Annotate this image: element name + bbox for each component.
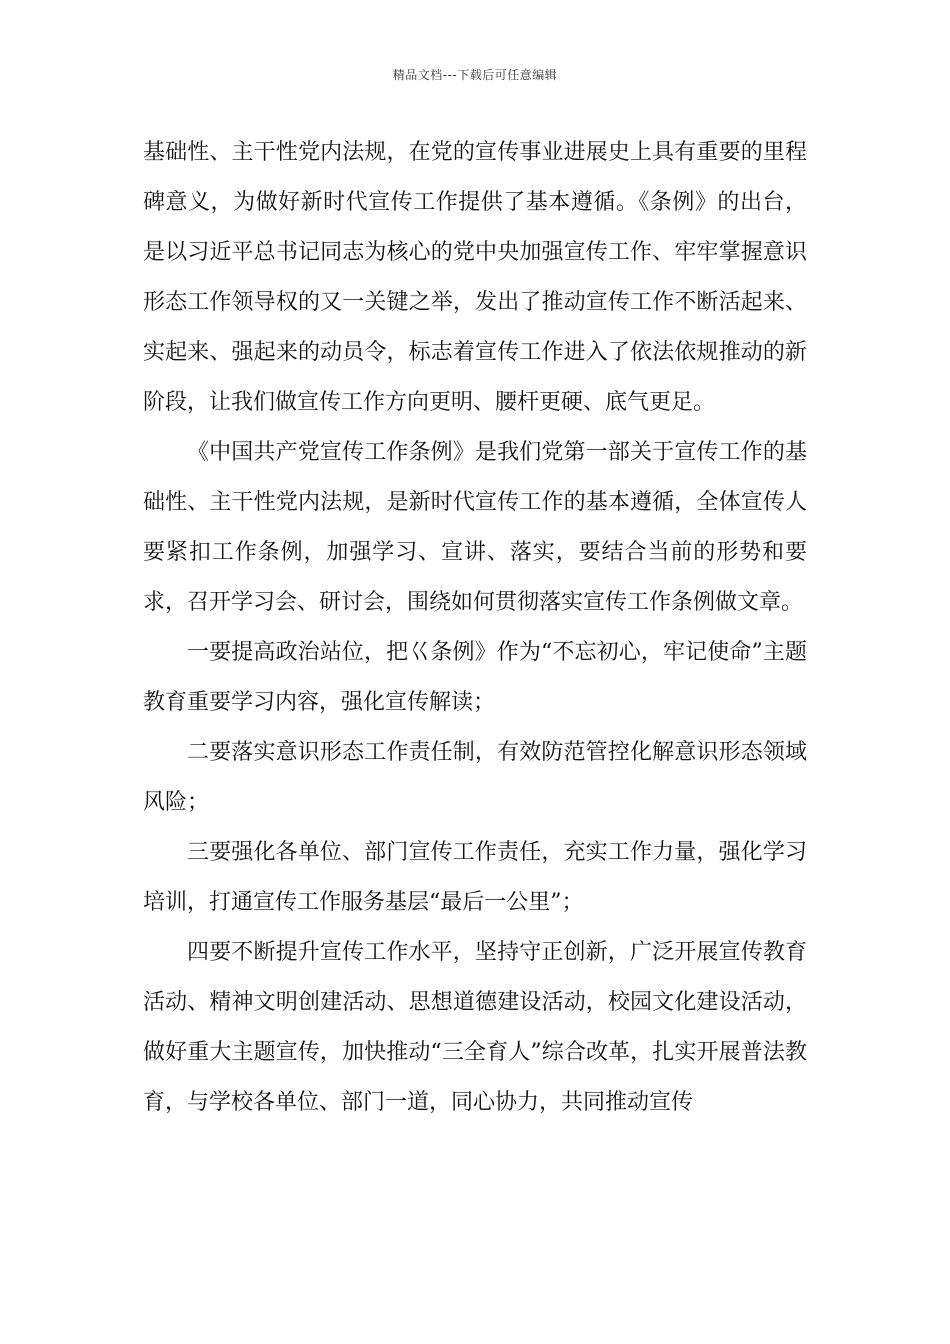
page-header: 精品文档---下载后可任意编辑	[392, 68, 558, 82]
paragraph-1: 基础性、主干性党内法规，在党的宣传事业进展史上具有重要的里程碑意义，为做好新时代宣传工作提供了基本遵循。《条例》的出台，是以习近平总书记同志为核心的党中央加强宣传工作、牢牢掌握意识形态工作领导权的又一关键之举，发出了推动宣传工作不断活起来、实起来、强起来的动员令，标志着宣传工作进入了依法依规推动的新阶段，让我们做宣传工作方向更明、腰杆更硬、底气更足。	[143, 140, 807, 415]
paragraph-5: 三要强化各单位、部门宣传工作责任，充实工作力量，强化学习培训，打通宣传工作服务基层“最后一公里”；	[143, 840, 807, 915]
paragraph-2: 《中国共产党宣传工作条例》是我们党第一部关于宣传工作的基础性、主干性党内法规，是新时代宣传工作的基本遵循，全体宣传人要紧扣工作条例，加强学习、宣讲、落实，要结合当前的形势和要求，召开学习会、研讨会，围绕如何贯彻落实宣传工作条例做文章。	[143, 440, 807, 615]
paragraph-3: 一要提高政治站位，把巜条例》作为“不忘初心，牢记使命”主题教育重要学习内容，强化宣传解读；	[143, 640, 807, 715]
paragraph-4: 二要落实意识形态工作责任制，有效防范管控化解意识形态领域风险；	[143, 740, 807, 815]
document-body	[143, 128, 807, 1128]
paragraph-6: 四要不断提升宣传工作水平，坚持守正创新，广泛开展宣传教育活动、精神文明创建活动、思想道德建设活动，校园文化建设活动，做好重大主题宣传，加快推动“三全育人”综合改革，扎实开展普法教育，与学校各单位、部门一道，同心协力，共同推动宣传	[143, 940, 807, 1115]
